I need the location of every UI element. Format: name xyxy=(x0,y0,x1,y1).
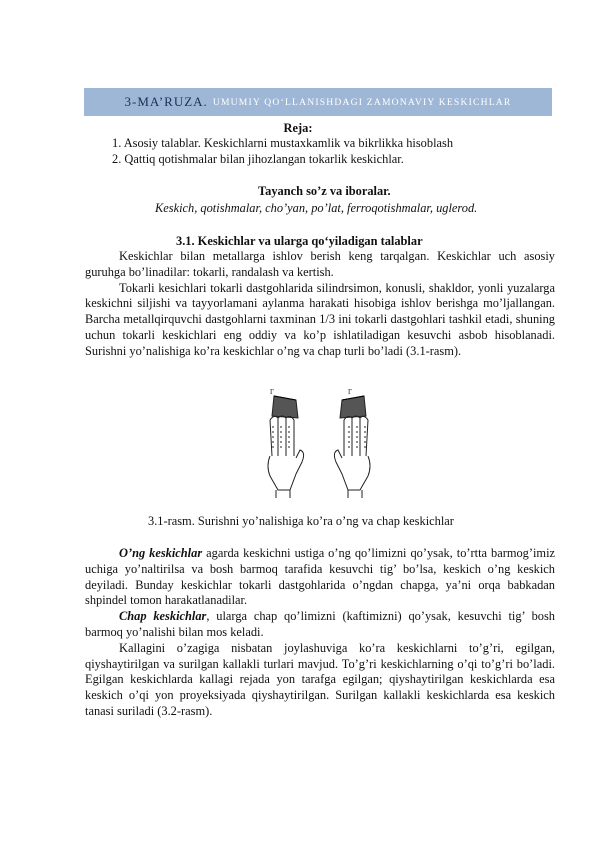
plan-item-1: 1. Asosiy talablar. Keskichlarni mustaxkamlik va bikrlikka hisoblash xyxy=(112,136,454,150)
right-hand-illustration xyxy=(268,388,304,498)
body-paragraphs xyxy=(85,546,555,720)
keywords-title: Tayanch so’z va iboralar. xyxy=(258,184,391,198)
hands-figure xyxy=(256,386,382,498)
lecture-title: UMUMIY QO‘LLANISHDAGI ZAMONAVIY KESKICHLAR xyxy=(212,96,512,108)
lecture-banner xyxy=(84,88,552,116)
right-mark: Г xyxy=(348,388,353,396)
left-keskich-paragraph xyxy=(85,609,555,641)
left-keskich-text: , ularga chap qo’limizni (kaftimizni) qo’ysak, kesuvchi tig’ bosh barmoq yo’nalishi bilan mos keladi. xyxy=(85,609,555,639)
section-paragraphs xyxy=(85,249,555,360)
section-title: 3.1. Keskichlar va ularga qo‘yiladigan talablar xyxy=(176,234,423,248)
lecture-number: 3-MA’RUZA. xyxy=(124,94,208,109)
keywords-text: Keskich, qotishmalar, cho’yan, po’lat, ferroqotishmalar, uglerod. xyxy=(155,201,478,215)
left-mark: Г xyxy=(270,388,275,396)
right-keskich-paragraph xyxy=(85,546,555,609)
plan-title: Reja: xyxy=(283,121,313,135)
right-keskich-term: O’ng keskichlar xyxy=(119,546,203,560)
plan-item-2: 2. Qattiq qotishmalar bilan jihozlangan tokarlik keskichlar. xyxy=(112,152,404,166)
right-keskich-text: agarda keskichni ustiga o’ng qo’limizni qo’ysak, to’rtta barmog’imiz uchiga yo’naltirilsa va bosh barmoq tarafida kesuvchi tig’ bo’lsa, keskich o’ng keskich deyiladi. Bunday keskichlar tokarli dastgohlarida o’ngdan chapga, ya’ni orqa babkadan shpindel tomon harakatlanadilar. xyxy=(85,546,556,608)
paragraph-2: Tokarli kesichlari tokarli dastgohlarida silindrsimon, konusli, shakldor, yonli yuzalarga keskichni siljishi va tayyorlamani aylanma harakati hisobiga ishlov berishga mo’ljallangan. Barcha metallqirquvchi dastgohlarni taxminan 1/3 ini tokarli dastgohlari tashkil etadi, shuning uchun tokarli keskichlari eng oddiy va ko’p ishlatiladigan kesuvchi asbob hisoblanadi. Surishni yo’nalishiga ko’ra keskichlar o’ng va chap turli bo’ladi (3.1-rasm). xyxy=(85,280,555,358)
paragraph-1: Keskichlar bilan metallarga ishlov berish keng tarqalgan. Keskichlar uch asosiy guruhga bo’linadilar: tokarli, randalash va kertish. xyxy=(85,249,555,279)
figure-caption: 3.1-rasm. Surishni yo’nalishiga ko’ra o’ng va chap keskichlar xyxy=(148,514,454,528)
paragraph-last: Kallagini o’zagiga nisbatan joylashuviga ko’ra keskichlarni to’g’ri, egilgan, qiyshaytirilgan va surilgan kallakli turlari mavjud. To’g’ri keskichlarning o’qi to’g’ri bo’ladi. Egilgan keskichlarda kallagi rejada yon tarafga egilgan; qiyshaytirilgan keskichlarda esa keskich o’qi yon proyeksiyada qiyshaytirilgan. Surilgan kallakli keskichlarda esa keskich tanasi suriladi (3.2-rasm). xyxy=(85,640,555,718)
left-hand-illustration xyxy=(334,388,370,498)
left-keskich-term: Chap keskichlar xyxy=(119,609,207,624)
